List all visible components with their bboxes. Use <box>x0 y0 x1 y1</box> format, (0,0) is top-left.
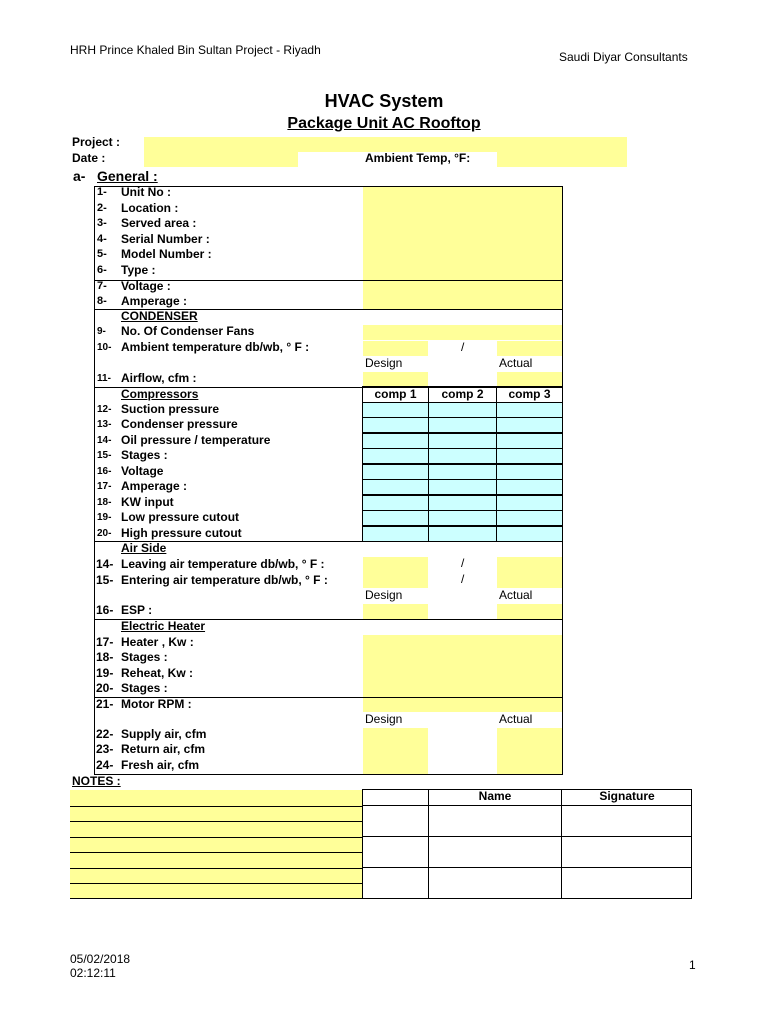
design-label: Design <box>365 588 403 602</box>
leaving-air-temp-label: Leaving air temperature db/wb, ° F : <box>121 557 325 571</box>
design-label: Design <box>365 356 403 370</box>
comp-cell[interactable] <box>428 479 497 495</box>
motor-rpm-label: Motor RPM : <box>121 697 192 711</box>
esp-actual-field[interactable] <box>497 604 562 619</box>
actual-label: Actual <box>499 588 533 602</box>
airflow-design-field[interactable] <box>363 372 428 387</box>
row-number: 16- <box>96 603 114 617</box>
airflow-design-fill[interactable] <box>363 728 428 774</box>
notes-line <box>70 806 362 807</box>
row-number: 24- <box>96 758 114 772</box>
comp-cell[interactable] <box>428 495 497 511</box>
actual-label: Actual <box>499 712 533 726</box>
design-label: Design <box>365 712 403 726</box>
comp-cell[interactable] <box>362 433 429 449</box>
location-label: Location : <box>121 201 179 215</box>
comp-1-header: comp 1 <box>374 387 417 401</box>
low-pressure-cutout-label: Low pressure cutout <box>121 510 240 524</box>
comp-cell[interactable] <box>428 526 497 542</box>
notes-line <box>70 898 362 899</box>
comp-cell[interactable] <box>428 402 497 418</box>
comp-cell[interactable] <box>428 448 497 464</box>
motor-rpm-field[interactable] <box>363 698 562 712</box>
esp-label: ESP : <box>121 603 153 617</box>
comp-cell[interactable] <box>362 448 429 464</box>
row-number: 3- <box>97 217 107 229</box>
row-number: 20- <box>96 681 114 695</box>
heater-value-fill[interactable] <box>363 635 562 697</box>
row-number: 17- <box>97 481 112 492</box>
notes-line <box>70 852 362 853</box>
condenser-pressure-label: Condenser pressure <box>121 417 238 431</box>
compressors-heading: Compressors <box>121 387 199 401</box>
row-number: 9- <box>97 326 106 337</box>
row-number: 19- <box>97 512 112 523</box>
actual-label: Actual <box>499 356 533 370</box>
comp-cell[interactable] <box>428 417 497 433</box>
comp-cell[interactable] <box>428 433 497 449</box>
general-value-fill[interactable] <box>363 187 562 280</box>
condenser-fans-label: No. Of Condenser Fans <box>121 324 255 338</box>
header-consultant: Saudi Diyar Consultants <box>559 50 688 64</box>
page-title: HVAC System <box>324 91 444 111</box>
comp-cell[interactable] <box>496 433 563 449</box>
ambient-wb-field[interactable] <box>497 341 562 356</box>
footer-date: 05/02/2018 <box>70 952 131 966</box>
condenser-fans-field[interactable] <box>363 325 562 340</box>
row-number: 20- <box>97 528 112 539</box>
row-number: 22- <box>96 727 114 741</box>
section-title: General : <box>97 168 158 184</box>
ambient-temp-field[interactable] <box>497 152 627 167</box>
row-number: 11- <box>97 373 111 384</box>
entering-air-temp-label: Entering air temperature db/wb, ° F : <box>121 573 328 587</box>
row-number: 4- <box>97 233 107 245</box>
row-number: 14- <box>96 557 114 571</box>
return-air-label: Return air, cfm <box>121 742 206 756</box>
airflow-actual-field[interactable] <box>497 372 562 387</box>
comp-2-header: comp 2 <box>441 387 484 401</box>
row-number: 18- <box>96 650 114 664</box>
row-number: 13- <box>97 419 112 430</box>
row-number: 16- <box>97 466 112 477</box>
ambient-temp-label: Ambient Temp, °F: <box>365 151 471 165</box>
name-header: Name <box>478 789 512 803</box>
reheat-kw-label: Reheat, Kw : <box>121 666 194 680</box>
project-field[interactable] <box>144 137 627 152</box>
served-area-label: Served area : <box>121 216 197 230</box>
model-number-label: Model Number : <box>121 247 212 261</box>
row-number: 17- <box>96 635 114 649</box>
grid-line <box>362 836 692 837</box>
serial-number-label: Serial Number : <box>121 232 210 246</box>
notes-line <box>70 883 362 884</box>
unit-no-label: Unit No : <box>121 185 171 199</box>
date-label: Date : <box>72 151 106 165</box>
row-number: 18- <box>97 497 112 508</box>
row-number: 12- <box>97 404 112 415</box>
supply-air-label: Supply air, cfm <box>121 727 207 741</box>
air-side-heading: Air Side <box>121 541 167 555</box>
comp-cell[interactable] <box>496 479 563 495</box>
slash-separator: / <box>461 556 465 570</box>
airflow-label: Airflow, cfm : <box>121 371 197 385</box>
row-number: 14- <box>97 435 112 446</box>
fresh-air-label: Fresh air, cfm <box>121 758 200 772</box>
comp-cell[interactable] <box>428 510 497 526</box>
stages-label: Stages : <box>121 448 168 462</box>
comp-cell[interactable] <box>496 495 563 511</box>
grid-line <box>362 867 692 868</box>
page-subtitle: Package Unit AC Rooftop <box>287 115 481 132</box>
ambient-db-field[interactable] <box>363 341 428 356</box>
comp-cell[interactable] <box>496 402 563 418</box>
oil-pressure-label: Oil pressure / temperature <box>121 433 271 447</box>
comp-cell[interactable] <box>362 464 429 480</box>
header-project: HRH Prince Khaled Bin Sultan Project - Riyadh <box>70 43 321 57</box>
voltage-label: Voltage : <box>121 279 171 293</box>
comp-cell[interactable] <box>428 464 497 480</box>
comp-cell[interactable] <box>362 402 429 418</box>
row-number: 21- <box>96 697 114 711</box>
notes-line <box>70 821 362 822</box>
slash-separator: / <box>461 572 465 586</box>
row-number: 15- <box>97 450 112 461</box>
comp-voltage-label: Voltage <box>121 464 164 478</box>
kw-input-label: KW input <box>121 495 174 509</box>
row-number: 1- <box>97 186 107 198</box>
notes-line <box>70 837 362 838</box>
row-number: 5- <box>97 248 107 260</box>
row-number: 8- <box>97 295 107 307</box>
electrical-value-fill[interactable] <box>363 281 562 309</box>
high-pressure-cutout-label: High pressure cutout <box>121 526 242 540</box>
air-temp-design-field[interactable] <box>363 557 428 588</box>
type-label: Type : <box>121 263 156 277</box>
comp-amperage-label: Amperage : <box>121 479 188 493</box>
heater-stages-label: Stages : <box>121 650 168 664</box>
electric-heater-heading: Electric Heater <box>121 619 206 633</box>
heater-kw-label: Heater , Kw : <box>121 635 194 649</box>
comp-cell[interactable] <box>362 510 429 526</box>
esp-design-field[interactable] <box>363 604 428 619</box>
comp-3-header: comp 3 <box>508 387 551 401</box>
row-number: 2- <box>97 202 107 214</box>
row-number: 19- <box>96 666 114 680</box>
comp-cell[interactable] <box>496 526 563 542</box>
section-prefix: a- <box>73 168 86 184</box>
page-number: 1 <box>689 958 696 972</box>
row-number: 23- <box>96 742 114 756</box>
suction-pressure-label: Suction pressure <box>121 402 220 416</box>
reheat-stages-label: Stages : <box>121 681 168 695</box>
ambient-temp-row-label: Ambient temperature db/wb, ° F : <box>121 340 310 354</box>
comp-cell[interactable] <box>496 464 563 480</box>
row-number: 15- <box>96 573 114 587</box>
comp-cell[interactable] <box>362 479 429 495</box>
row-number: 10- <box>97 342 112 353</box>
comp-cell[interactable] <box>362 495 429 511</box>
signature-header: Signature <box>599 789 655 803</box>
grid-line <box>362 805 692 806</box>
comp-cell[interactable] <box>362 526 429 542</box>
comp-cell[interactable] <box>496 448 563 464</box>
notes-label: NOTES : <box>72 774 121 788</box>
notes-line <box>70 868 362 869</box>
comp-cell[interactable] <box>496 510 563 526</box>
project-label: Project : <box>72 135 121 149</box>
amperage-label: Amperage : <box>121 294 188 308</box>
comp-cell[interactable] <box>496 417 563 433</box>
airflow-actual-fill[interactable] <box>497 728 562 774</box>
air-temp-actual-field[interactable] <box>497 557 562 588</box>
date-field[interactable] <box>144 152 298 167</box>
row-number: 7- <box>97 280 107 292</box>
condenser-heading: CONDENSER <box>121 309 198 323</box>
slash-separator: / <box>461 340 465 354</box>
comp-cell[interactable] <box>362 417 429 433</box>
row-number: 6- <box>97 264 107 276</box>
footer-time: 02:12:11 <box>70 966 116 980</box>
